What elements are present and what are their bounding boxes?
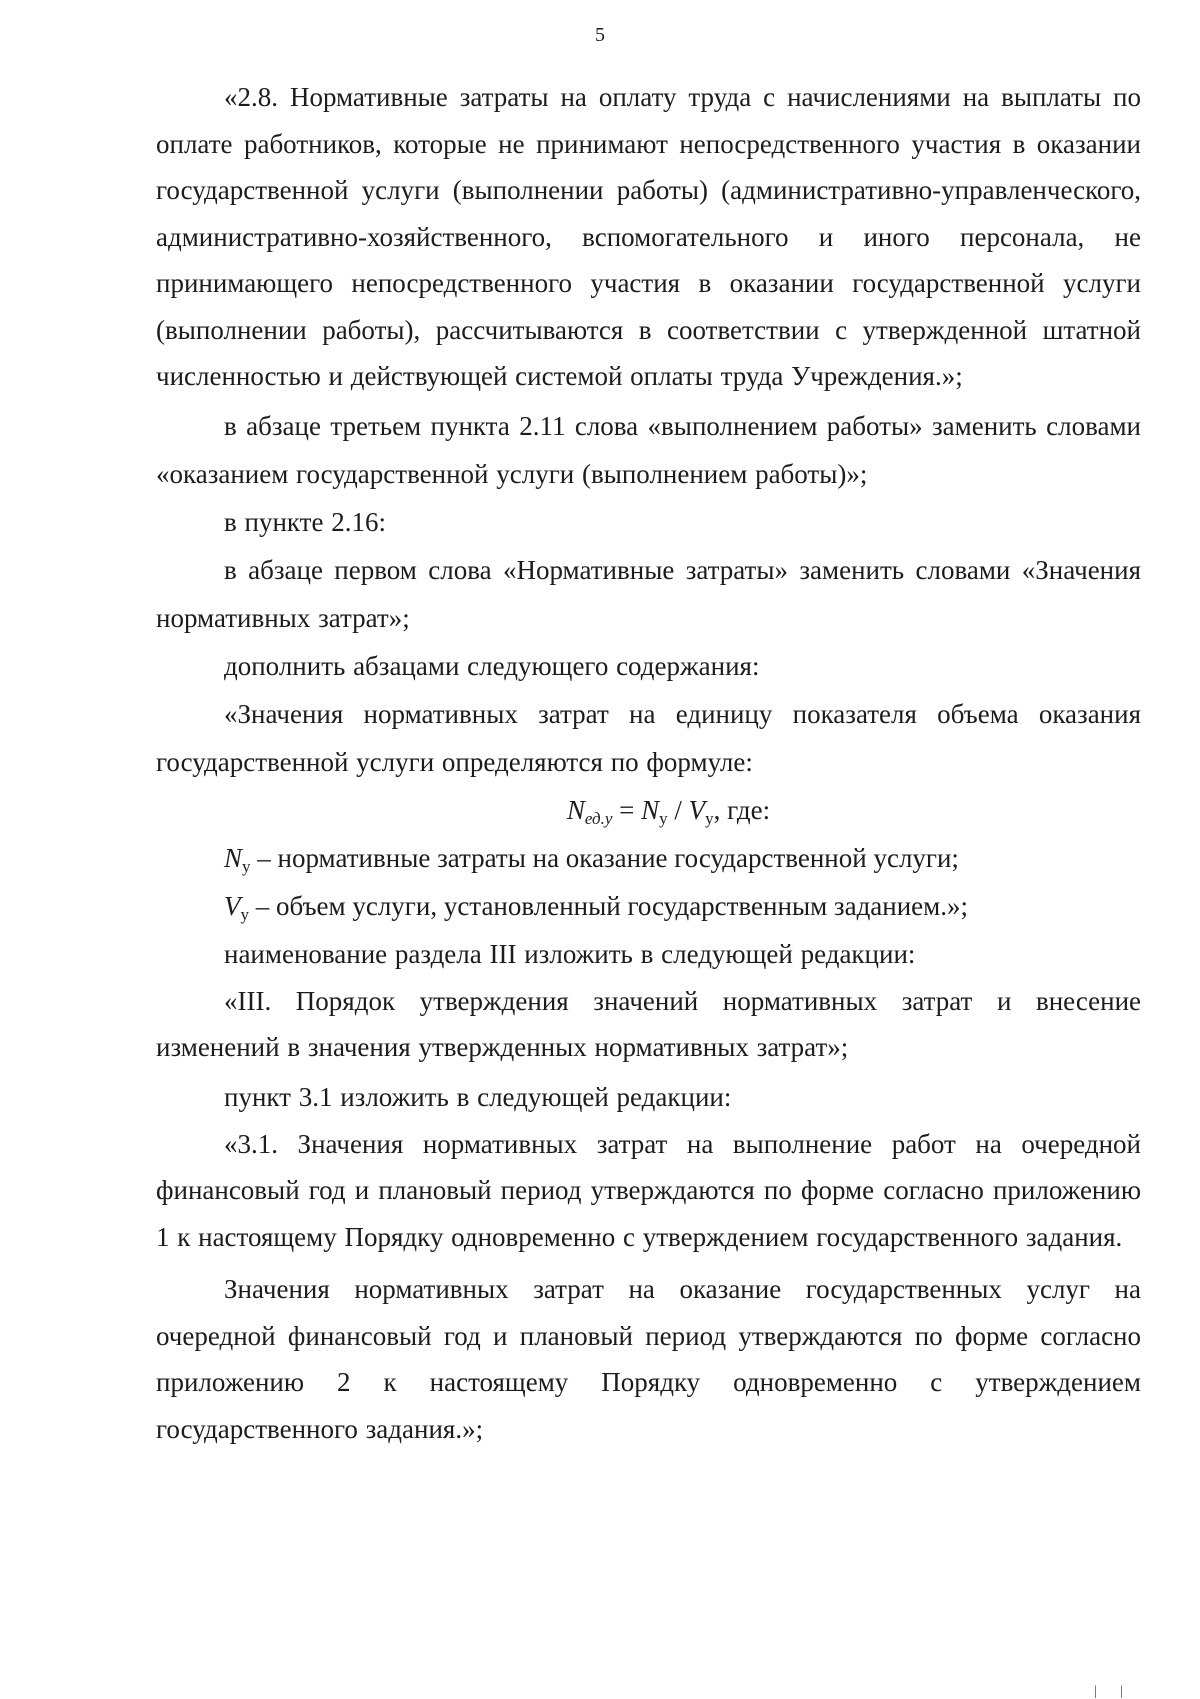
formula-tail: , где: [713, 794, 771, 825]
paragraph-2-11-amendment: в абзаце третьем пункта 2.11 слова «выполнением работы» заменить словами «оказанием государственной услуги (выполнением работы)»; [156, 410, 1141, 489]
formula-equals: = [612, 794, 642, 825]
paragraph-section-iii-rename: наименование раздела III изложить в следующей редакции: [224, 938, 916, 969]
definition-n-y [156, 834, 1141, 882]
formula-den-var: V [688, 794, 706, 825]
definition-v-y-sub: у [240, 904, 249, 924]
paragraph-section-iii-title: «III. Порядок утверждения значений нормативных затрат и внесение изменений в значения утвержденных нормативных затрат»; [156, 985, 1141, 1062]
formula-num-sub: у [659, 808, 668, 828]
scan-edge-marks: | | [1094, 1684, 1134, 1699]
document-body [156, 74, 1141, 1452]
definition-v-y [156, 882, 1141, 930]
definition-n-y-var: N [224, 842, 243, 873]
definition-v-y-var: V [224, 890, 241, 921]
formula-num-var: N [641, 794, 660, 825]
paragraph-2-8: «2.8. Нормативные затраты на оплату труда с начислениями на выплаты по оплате работников, которые не принимают непосредственного участия в оказании государственной услуги (выполнении работы) (административно-управленческого, административно-хозяйственного, вспомогательного и иного персонала, не принимающего непосредственного участия в оказании государственной услуги (выполнении работы), рассчитываются в соответствии с утвержденной штатной численностью и действующей системой оплаты труда Учреждения.»; [156, 82, 1141, 391]
paragraph-first-abzats-amendment: в абзаце первом слова «Нормативные затраты» заменить словами «Значения нормативных затрат»; [156, 554, 1141, 633]
paragraph-formula-intro: «Значения нормативных затрат на единицу показателя объема оказания государственной услуги определяются по формуле: [156, 698, 1141, 777]
paragraph-3-1-works: «3.1. Значения нормативных затрат на выполнение работ на очередной финансовый год и плановый период утверждаются по форме согласно приложению 1 к настоящему Порядку одновременно с утверждением государственного задания. [156, 1128, 1141, 1252]
formula-den-sub: у [705, 808, 714, 828]
cost-formula [156, 786, 1141, 834]
definition-v-y-text: – объем услуги, установленный государственным заданием.»; [249, 890, 969, 921]
formula-slash: / [667, 794, 689, 825]
paragraph-3-1-services: Значения нормативных затрат на оказание государственных услуг на очередной финансовый год и плановый период утверждаются по форме согласно приложению 2 к настоящему Порядку одновременно с утверждением государственного задания.»; [156, 1274, 1141, 1444]
definition-n-y-sub: у [242, 856, 251, 876]
paragraph-supplement-intro: дополнить абзацами следующего содержания: [224, 650, 760, 681]
definition-n-y-text: – нормативные затраты на оказание государственной услуги; [250, 842, 959, 873]
page-number: 5 [595, 24, 605, 46]
formula-lhs-var: N [566, 794, 585, 825]
paragraph-3-1-intro: пункт 3.1 изложить в следующей редакции: [224, 1081, 732, 1112]
formula-lhs-sub: ед.у [584, 808, 613, 828]
paragraph-2-16-intro: в пункте 2.16: [224, 506, 386, 537]
